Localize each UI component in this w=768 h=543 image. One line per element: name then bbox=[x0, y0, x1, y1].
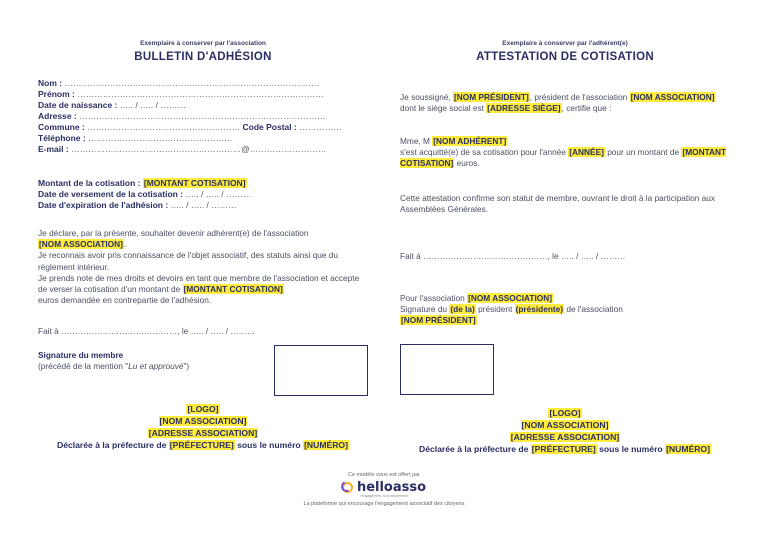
attestation-paragraph-1: Je soussigné, [NOM PRÉSIDENT], président de l'association [NOM ASSOCIATION] dont le siège social est [ADRESSE SIÈGE], certifie que : bbox=[400, 92, 715, 114]
field-prenom[interactable]: Prénom : …………………………………………………………………………… bbox=[38, 89, 324, 99]
association-footer-right: [LOGO] [NOM ASSOCIATION] [ADRESSE ASSOCIATION] Déclarée à la préfecture de [PRÉFECTURE] sous le numéro [NUMÉRO] bbox=[419, 408, 710, 454]
brand-tag: l'engagement, tout simplement bbox=[360, 494, 408, 498]
attestation-paragraph-2: Mme, M [NOM ADHÉRENT] s'est acquitté(e) de sa cotisation pour l'année [ANNÉE] pour un montant de [MONTANT COTISATION] euros. bbox=[400, 136, 727, 169]
field-commune[interactable]: Commune : ……………………………………………… Code Postal : …………… bbox=[38, 122, 342, 132]
field-email[interactable]: E-mail : ……………………………………………………@……………………… bbox=[38, 144, 327, 154]
date-versement[interactable]: Date de versement de la cotisation : ….. / ….. / ……… bbox=[38, 189, 252, 199]
helloasso-logo[interactable]: helloasso bbox=[0, 480, 768, 495]
field-adresse[interactable]: Adresse : …………………………………………………………………………… bbox=[38, 111, 326, 121]
helloasso-footer bbox=[0, 472, 768, 507]
field-nom[interactable]: Nom : ……………………………………………………………………………… bbox=[38, 78, 320, 88]
bulletin-adhesion bbox=[38, 0, 368, 470]
logo-placeholder: [LOGO] bbox=[549, 408, 581, 418]
kicker-association: Exemplaire à conserver par l'association bbox=[140, 40, 266, 47]
page-title-bulletin: BULLETIN D'ADHÉSION bbox=[134, 51, 272, 63]
signature-box-membre[interactable] bbox=[274, 345, 368, 396]
page-title-attestation: ATTESTATION DE COTISATION bbox=[476, 51, 654, 63]
helloasso-tagline: La plateforme qui encourage l'engagement associatif des citoyens bbox=[303, 501, 465, 507]
signature-box-president[interactable] bbox=[400, 344, 494, 395]
declaration-text: Je déclare, par la présente, souhaiter devenir adhérent(e) de l'association [NOM ASSOCIATION]. Je reconnais avoir pris connaissance de l'objet associatif, des statuts ainsi que du règlement intérieur. Je prends note de mes droits et devoirs en tant que membre de l'association et accepte de verser la cotisation d'un montant de [MONTANT COTISATION] euros demandée en contrepartie de l'adhésion. bbox=[38, 228, 360, 306]
logo-placeholder: [LOGO] bbox=[187, 404, 219, 414]
fait-a-left[interactable]: Fait à ……………………………………, le ….. / ….. / ……… bbox=[38, 326, 256, 336]
signature-president: Pour l'association [NOM ASSOCIATION] Signature du (de la) président (présidente) de l'association [NOM PRÉSIDENT] bbox=[400, 293, 623, 326]
field-telephone[interactable]: Téléphone : …………………………………………… bbox=[38, 133, 233, 143]
association-footer-left: [LOGO] [NOM ASSOCIATION] [ADRESSE ASSOCIATION] Déclarée à la préfecture de [PRÉFECTURE] sous le numéro [NUMÉRO] bbox=[57, 404, 348, 450]
fait-a-right[interactable]: Fait à ………………………………………, le ….. / ….. / ……… bbox=[400, 251, 626, 261]
attestation-cotisation bbox=[400, 0, 730, 470]
nom-association-highlight: [NOM ASSOCIATION] bbox=[39, 239, 123, 250]
offered-by-text: Ce modèle vous est offert par bbox=[347, 472, 421, 478]
date-expiration[interactable]: Date d'expiration de l'adhésion : ….. / ….. / ……… bbox=[38, 200, 237, 210]
helloasso-icon bbox=[342, 482, 353, 493]
cotisation-fields bbox=[38, 178, 252, 211]
signature-membre: Signature du membre (précédé de la mention "Lu et approuvé") bbox=[38, 350, 190, 372]
kicker-adherent: Exemplaire à conserver par l'adhérent(e) bbox=[502, 40, 628, 47]
attestation-paragraph-3: Cette attestation confirme son statut de membre, ouvrant le droit à la participation aux Assemblées Générales. bbox=[400, 193, 715, 215]
montant-cotisation: Montant de la cotisation : [MONTANT COTISATION] bbox=[38, 178, 246, 188]
field-date-naissance[interactable]: Date de naissance : ….. / ….. / ……… bbox=[38, 100, 186, 110]
member-fields bbox=[38, 78, 342, 155]
